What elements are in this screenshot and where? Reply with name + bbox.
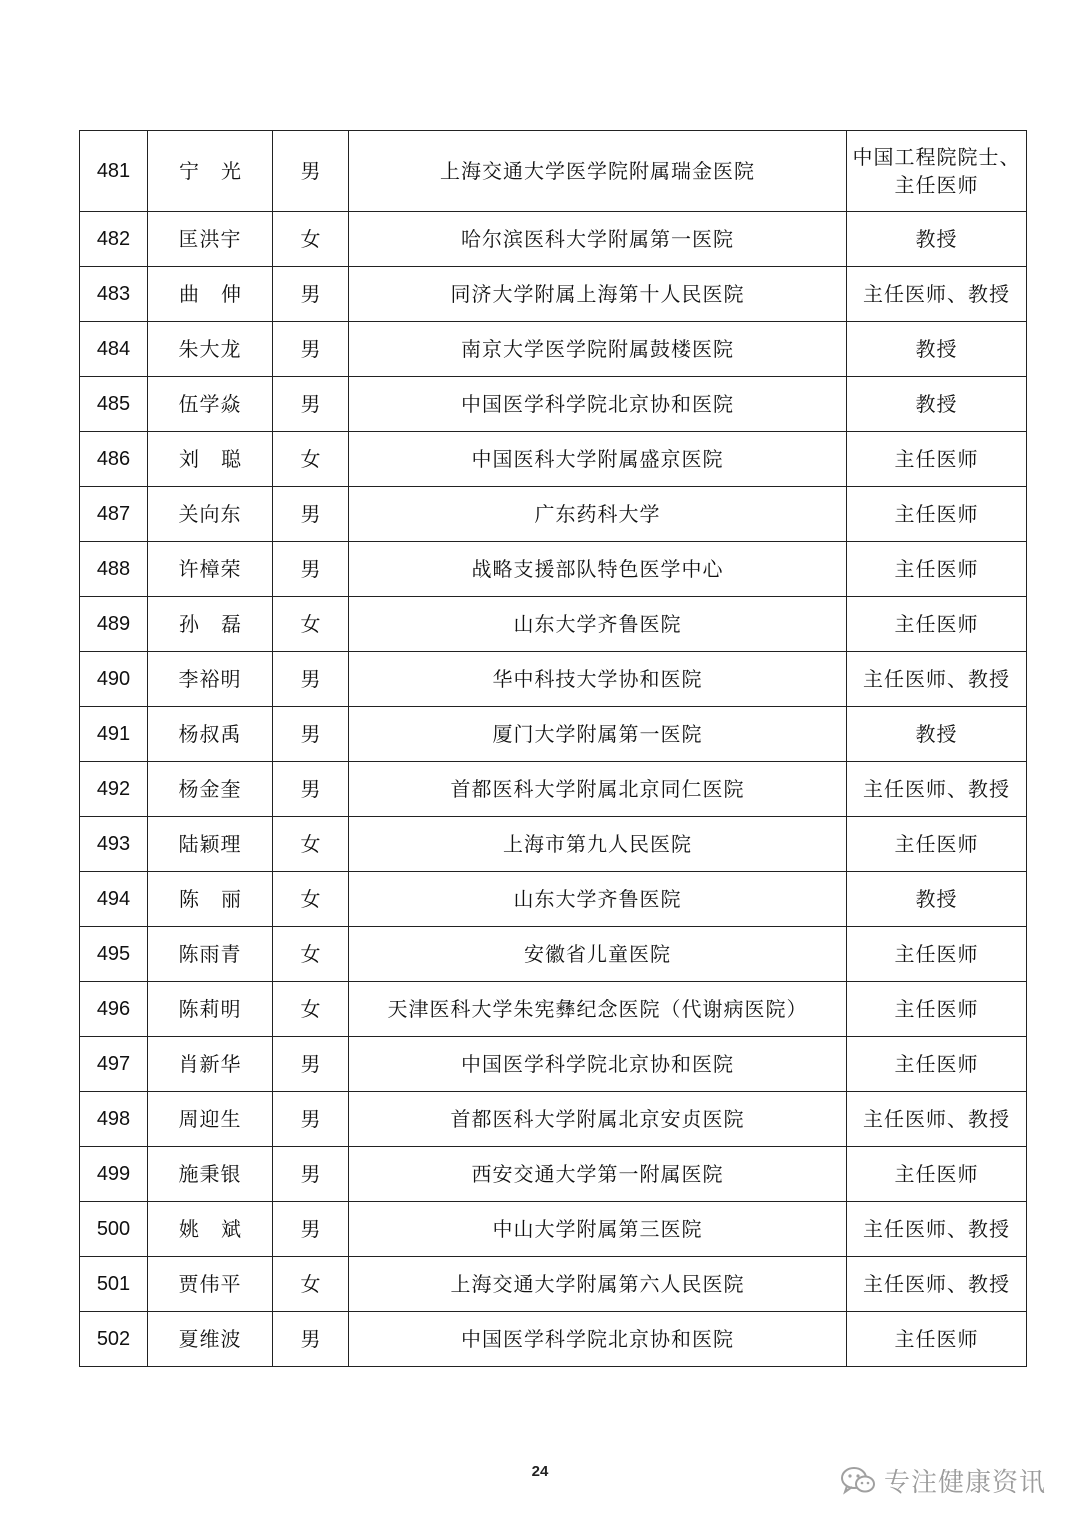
row-number: 491: [80, 707, 148, 762]
hospital: 中国医科大学附属盛京医院: [349, 432, 847, 487]
page-number: 24: [531, 1463, 549, 1480]
table-row: [80, 1092, 1027, 1147]
hospital: 广东药科大学: [349, 487, 847, 542]
table-row: [80, 762, 1027, 817]
person-name: 贾伟平: [148, 1257, 273, 1312]
professional-title: 主任医师: [847, 1312, 1027, 1367]
gender: 女: [273, 927, 349, 982]
hospital: 山东大学齐鲁医院: [349, 597, 847, 652]
gender: 男: [273, 322, 349, 377]
person-name: 陈莉明: [148, 982, 273, 1037]
table-row: [80, 1037, 1027, 1092]
table-row: [80, 487, 1027, 542]
professional-title: 主任医师、教授: [847, 762, 1027, 817]
table-row: [80, 652, 1027, 707]
professional-title: [847, 131, 1027, 212]
row-number: 502: [80, 1312, 148, 1367]
hospital: 上海交通大学附属第六人民医院: [349, 1257, 847, 1312]
person-name: 朱大龙: [148, 322, 273, 377]
table-row: [80, 982, 1027, 1037]
table-row: [80, 212, 1027, 267]
gender: 女: [273, 872, 349, 927]
table-row: [80, 377, 1027, 432]
table-row: [80, 322, 1027, 377]
row-number: 501: [80, 1257, 148, 1312]
hospital: 中山大学附属第三医院: [349, 1202, 847, 1257]
hospital: 中国医学科学院北京协和医院: [349, 1312, 847, 1367]
professional-title: 主任医师: [847, 487, 1027, 542]
professional-title: 主任医师、教授: [847, 1202, 1027, 1257]
professional-title: 主任医师、教授: [847, 267, 1027, 322]
table-row: [80, 542, 1027, 597]
gender: 男: [273, 1202, 349, 1257]
professional-title: 主任医师: [847, 982, 1027, 1037]
gender: 男: [273, 487, 349, 542]
professional-title: 主任医师: [847, 1147, 1027, 1202]
professional-title: 主任医师: [847, 432, 1027, 487]
table-row: [80, 1147, 1027, 1202]
gender: 女: [273, 212, 349, 267]
roster-body: [80, 131, 1027, 1367]
row-number: 484: [80, 322, 148, 377]
row-number: 492: [80, 762, 148, 817]
person-name: 肖新华: [148, 1037, 273, 1092]
person-name: 孙磊: [148, 597, 273, 652]
person-name: 夏维波: [148, 1312, 273, 1367]
professional-title: 主任医师、教授: [847, 652, 1027, 707]
gender: 男: [273, 377, 349, 432]
gender: 男: [273, 762, 349, 817]
row-number: 481: [80, 131, 148, 212]
hospital: 哈尔滨医科大学附属第一医院: [349, 212, 847, 267]
hospital: 中国医学科学院北京协和医院: [349, 377, 847, 432]
person-name: 许樟荣: [148, 542, 273, 597]
table-row: [80, 707, 1027, 762]
hospital: 西安交通大学第一附属医院: [349, 1147, 847, 1202]
hospital: 天津医科大学朱宪彝纪念医院（代谢病医院）: [349, 982, 847, 1037]
row-number: 500: [80, 1202, 148, 1257]
professional-title: 教授: [847, 872, 1027, 927]
professional-title: 教授: [847, 212, 1027, 267]
wechat-icon: [840, 1466, 876, 1496]
row-number: 487: [80, 487, 148, 542]
professional-title: 主任医师: [847, 597, 1027, 652]
row-number: 494: [80, 872, 148, 927]
gender: 男: [273, 707, 349, 762]
gender: 女: [273, 982, 349, 1037]
row-number: 489: [80, 597, 148, 652]
row-number: 483: [80, 267, 148, 322]
table-row: [80, 131, 1027, 212]
person-name: 关向东: [148, 487, 273, 542]
gender: 男: [273, 652, 349, 707]
hospital: 中国医学科学院北京协和医院: [349, 1037, 847, 1092]
person-name: 施秉银: [148, 1147, 273, 1202]
table-row: [80, 267, 1027, 322]
watermark: [840, 1462, 1046, 1499]
row-number: 497: [80, 1037, 148, 1092]
person-name: 周迎生: [148, 1092, 273, 1147]
table-row: [80, 872, 1027, 927]
professional-title: 教授: [847, 377, 1027, 432]
table-row: [80, 1312, 1027, 1367]
gender: 男: [273, 1037, 349, 1092]
hospital: 安徽省儿童医院: [349, 927, 847, 982]
table-row: [80, 1202, 1027, 1257]
hospital: 上海市第九人民医院: [349, 817, 847, 872]
row-number: 498: [80, 1092, 148, 1147]
table-row: [80, 817, 1027, 872]
professional-title: 主任医师: [847, 817, 1027, 872]
person-name: 伍学焱: [148, 377, 273, 432]
person-name: 曲伸: [148, 267, 273, 322]
person-name: 杨金奎: [148, 762, 273, 817]
hospital: 首都医科大学附属北京同仁医院: [349, 762, 847, 817]
professional-title: 主任医师: [847, 1037, 1027, 1092]
row-number: 490: [80, 652, 148, 707]
table-row: [80, 597, 1027, 652]
person-name: 匡洪宇: [148, 212, 273, 267]
gender: 女: [273, 817, 349, 872]
hospital: 首都医科大学附属北京安贞医院: [349, 1092, 847, 1147]
gender: 女: [273, 432, 349, 487]
title-line: 中国工程院院士、: [852, 145, 1021, 169]
person-name: 陈丽: [148, 872, 273, 927]
person-name: 陆颖理: [148, 817, 273, 872]
professional-title: 教授: [847, 322, 1027, 377]
row-number: 488: [80, 542, 148, 597]
professional-title: 主任医师: [847, 927, 1027, 982]
hospital: 同济大学附属上海第十人民医院: [349, 267, 847, 322]
table-row: [80, 432, 1027, 487]
professional-title: 主任医师、教授: [847, 1092, 1027, 1147]
hospital: 战略支援部队特色医学中心: [349, 542, 847, 597]
gender: 女: [273, 597, 349, 652]
table-row: [80, 1257, 1027, 1312]
row-number: 499: [80, 1147, 148, 1202]
watermark-text: 专注健康资讯: [883, 1468, 1046, 1498]
gender: 男: [273, 131, 349, 212]
row-number: 482: [80, 212, 148, 267]
person-name: 杨叔禹: [148, 707, 273, 762]
gender: 男: [273, 1147, 349, 1202]
hospital: 厦门大学附属第一医院: [349, 707, 847, 762]
roster-table: [79, 130, 1027, 1367]
gender: 女: [273, 1257, 349, 1312]
person-name: 宁光: [148, 131, 273, 212]
professional-title: 主任医师: [847, 542, 1027, 597]
row-number: 485: [80, 377, 148, 432]
professional-title: 主任医师、教授: [847, 1257, 1027, 1312]
hospital: 华中科技大学协和医院: [349, 652, 847, 707]
row-number: 493: [80, 817, 148, 872]
person-name: 刘聪: [148, 432, 273, 487]
gender: 男: [273, 1312, 349, 1367]
hospital: 山东大学齐鲁医院: [349, 872, 847, 927]
hospital: 南京大学医学院附属鼓楼医院: [349, 322, 847, 377]
title-line: 主任医师: [894, 173, 979, 197]
gender: 男: [273, 267, 349, 322]
hospital: 上海交通大学医学院附属瑞金医院: [349, 131, 847, 212]
gender: 男: [273, 542, 349, 597]
person-name: 陈雨青: [148, 927, 273, 982]
person-name: 姚斌: [148, 1202, 273, 1257]
gender: 男: [273, 1092, 349, 1147]
row-number: 496: [80, 982, 148, 1037]
row-number: 486: [80, 432, 148, 487]
row-number: 495: [80, 927, 148, 982]
table-row: [80, 927, 1027, 982]
person-name: 李裕明: [148, 652, 273, 707]
professional-title: 教授: [847, 707, 1027, 762]
